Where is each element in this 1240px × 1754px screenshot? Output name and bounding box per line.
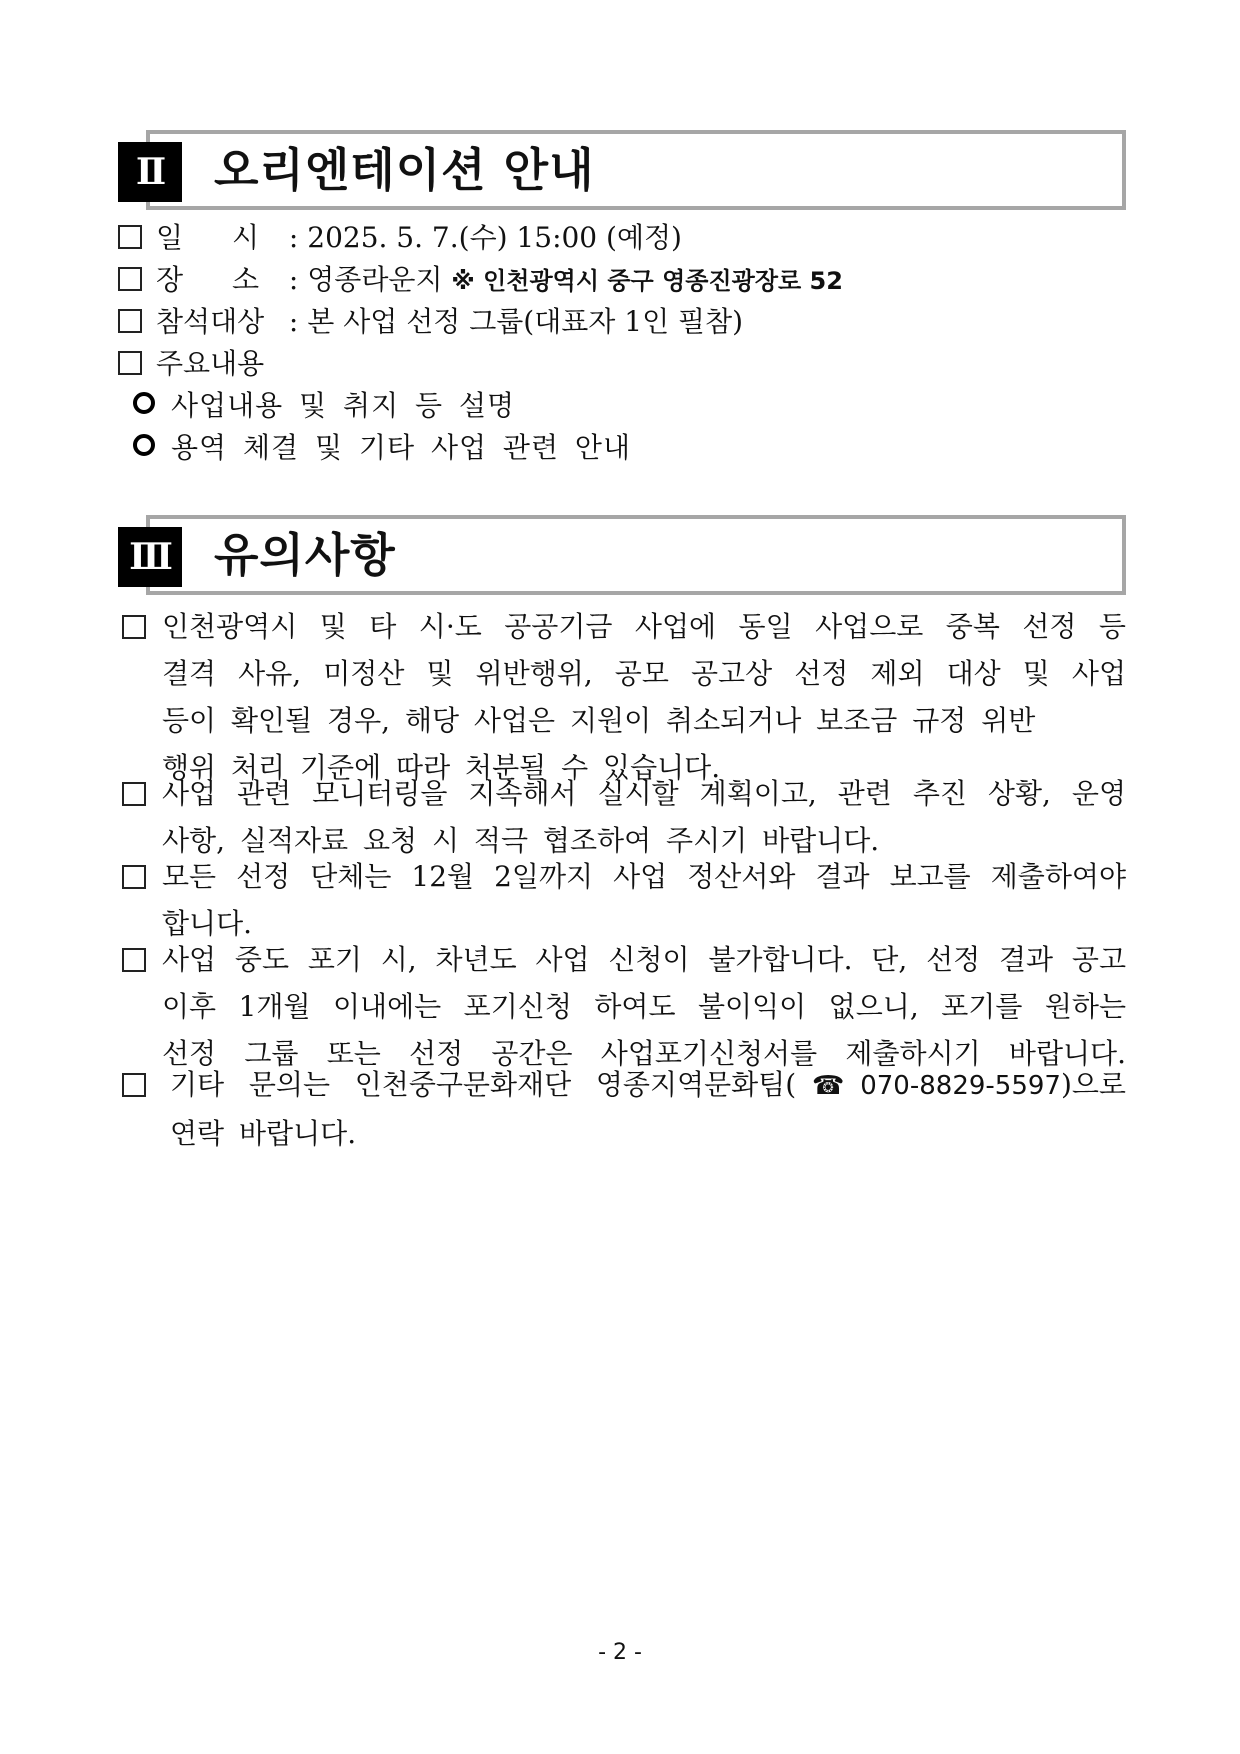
checkbox-icon (122, 865, 146, 889)
checkbox-icon (122, 782, 146, 806)
row-label: 일 시 (156, 221, 261, 254)
row-value: 영종라운지 (307, 263, 443, 296)
circle-bullet-icon (133, 434, 155, 456)
phone-number: ☎070-8829-5597 (796, 1071, 1061, 1101)
section-number: Ⅱ (118, 142, 182, 202)
bullet-text: 사업내용 및 취지 등 설명 (171, 389, 516, 422)
paragraph-line: 등이 확인될 경우, 해당 사업은 지원이 취소되거나 보조금 규정 위반 (162, 704, 1036, 737)
address-note: ※ 인천광역시 중구 영종진광장로 52 (451, 267, 843, 295)
checkbox-icon (118, 267, 142, 291)
row-label: 참석대상 (156, 305, 265, 338)
notice-paragraph (118, 936, 1126, 1077)
row-sep: : (288, 221, 299, 254)
notice-paragraph (118, 770, 1126, 864)
notice-paragraph (118, 853, 1126, 947)
info-row-date (118, 218, 682, 258)
row-sep: : (288, 263, 299, 296)
paragraph-line: 인천광역시 및 타 시·도 공공기금 사업에 동일 사업으로 중복 선정 등 (162, 610, 1126, 643)
paragraph-line: 모든 선정 단체는 12월 2일까지 사업 정산서와 결과 보고를 제출하여야 (162, 860, 1126, 893)
row-value: 본 사업 선정 그룹(대표자 1인 필참) (307, 305, 744, 338)
paragraph-line: 연락 바랍니다. (170, 1117, 357, 1150)
page-number: - 2 - (598, 1640, 642, 1665)
paragraph-line: 이후 1개월 이내에는 포기신청 하여도 불이익이 없으니, 포기를 원하는 (162, 990, 1126, 1023)
checkbox-icon (122, 1073, 146, 1097)
notice-paragraph (118, 603, 1126, 791)
row-label: 주요내용 (156, 347, 265, 380)
info-row-contents (118, 344, 264, 384)
section-title: 오리엔테이션 안내 (214, 143, 595, 197)
contact-prefix: 기타 문의는 인천중구문화재단 영종지역문화팀( (170, 1068, 797, 1101)
checkbox-icon (122, 615, 146, 639)
paragraph-line: 결격 사유, 미정산 및 위반행위, 공모 공고상 선정 제외 대상 및 사업 (162, 657, 1126, 690)
checkbox-icon (122, 948, 146, 972)
contact-suffix: )으로 (1060, 1068, 1126, 1101)
paragraph-line: 사항, 실적자료 요청 시 적극 협조하여 주시기 바랍니다. (162, 824, 880, 857)
paragraph-line: 선정 그룹 또는 선정 공간은 사업포기신청서를 제출하시기 바랍니다. (162, 1037, 1126, 1070)
paragraph-line (118, 1061, 1126, 1110)
checkbox-icon (118, 351, 142, 375)
bullet-text: 용역 체결 및 기타 사업 관련 안내 (171, 431, 632, 464)
contact-paragraph (118, 1061, 1126, 1157)
row-sep: : (288, 305, 299, 338)
info-row-attendees (118, 302, 743, 342)
paragraph-line: 사업 관련 모니터링을 지속해서 실시할 계획이고, 관련 추진 상황, 운영 (162, 777, 1126, 810)
checkbox-icon (118, 309, 142, 333)
info-row-place (118, 260, 843, 301)
paragraph-line: 행위 처리 기준에 따라 처분될 수 있습니다. (162, 751, 721, 784)
bullet-item (133, 386, 515, 426)
section-title: 유의사항 (214, 528, 396, 582)
section-3-header (118, 515, 1126, 595)
row-label: 장 소 (156, 263, 261, 296)
paragraph-line: 합니다. (162, 907, 253, 940)
circle-bullet-icon (133, 392, 155, 414)
row-value: 2025. 5. 7.(수) 15:00 (예정) (307, 221, 682, 254)
bullet-item (133, 428, 631, 468)
paragraph-line: 사업 중도 포기 시, 차년도 사업 신청이 불가합니다. 단, 선정 결과 공고 (162, 943, 1126, 976)
section-number: Ⅲ (118, 527, 182, 587)
checkbox-icon (118, 225, 142, 249)
section-2-header (118, 130, 1126, 210)
